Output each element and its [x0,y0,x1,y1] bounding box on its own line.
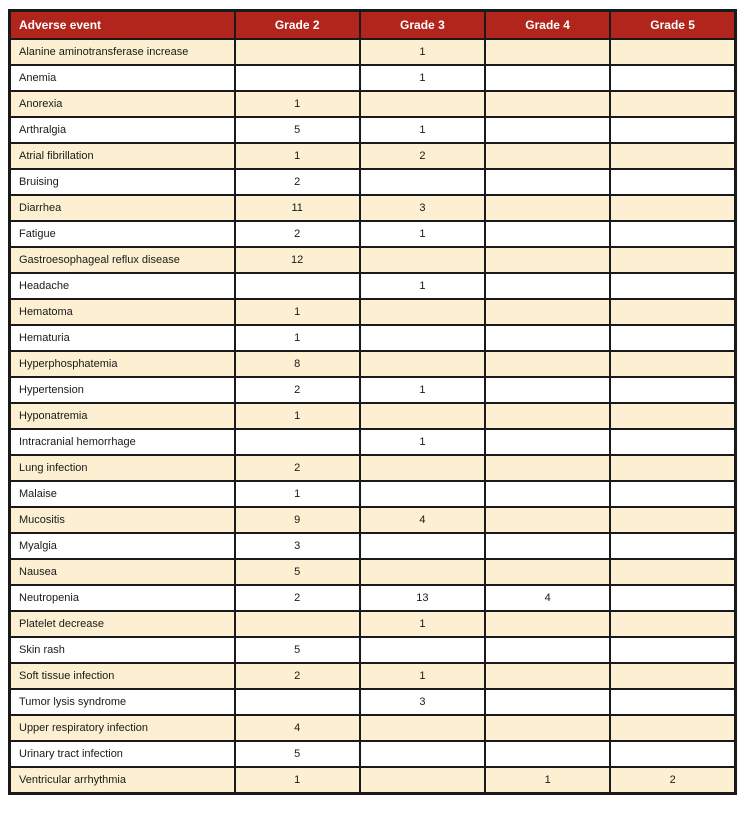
adverse-event-cell: Neutropenia [10,585,235,611]
table-row [10,65,736,91]
grade-2-cell: 1 [235,143,360,169]
table-row [10,429,736,455]
grade-4-cell [485,351,610,377]
grade-2-cell: 2 [235,377,360,403]
grade-3-cell: 3 [360,195,485,221]
grade-4-cell [485,221,610,247]
grade-4-cell: 4 [485,585,610,611]
grade-2-cell: 5 [235,637,360,663]
grade-2-cell: 1 [235,403,360,429]
grade-5-cell [610,377,735,403]
table-row [10,585,736,611]
grade-2-cell: 3 [235,533,360,559]
table-row [10,117,736,143]
table-row [10,273,736,299]
grade-2-cell: 5 [235,741,360,767]
grade-2-cell: 9 [235,507,360,533]
grade-2-cell: 11 [235,195,360,221]
grade-5-cell [610,455,735,481]
grade-3-cell: 1 [360,65,485,91]
grade-4-cell [485,455,610,481]
grade-3-cell [360,169,485,195]
table-row [10,247,736,273]
table-row [10,533,736,559]
grade-2-cell: 2 [235,221,360,247]
adverse-event-cell: Hyponatremia [10,403,235,429]
table-row [10,715,736,741]
grade-2-cell [235,39,360,65]
grade-5-cell [610,741,735,767]
grade-2-cell: 1 [235,481,360,507]
table-row [10,195,736,221]
grade-3-cell [360,325,485,351]
grade-4-cell [485,507,610,533]
grade-4-cell [485,299,610,325]
grade-3-cell [360,247,485,273]
table-row [10,39,736,65]
grade-5-cell [610,585,735,611]
grade-2-cell: 2 [235,663,360,689]
table-row [10,91,736,117]
grade-3-cell: 4 [360,507,485,533]
table-row [10,143,736,169]
grade-5-cell [610,39,735,65]
column-header-grade-3: Grade 3 [360,11,485,40]
grade-3-cell [360,533,485,559]
grade-2-cell: 1 [235,91,360,117]
grade-5-cell [610,299,735,325]
grade-5-cell [610,273,735,299]
grade-5-cell [610,325,735,351]
grade-5-cell [610,611,735,637]
grade-4-cell [485,169,610,195]
grade-5-cell [610,247,735,273]
adverse-event-cell: Intracranial hemorrhage [10,429,235,455]
table-row [10,169,736,195]
grade-2-cell [235,611,360,637]
grade-4-cell [485,403,610,429]
adverse-event-cell: Hematoma [10,299,235,325]
grade-5-cell [610,559,735,585]
grade-3-cell: 1 [360,663,485,689]
table-row [10,559,736,585]
grade-2-cell: 1 [235,299,360,325]
table-row [10,299,736,325]
table-row [10,663,736,689]
grade-5-cell [610,715,735,741]
table-row [10,455,736,481]
header-row [10,11,736,40]
grade-3-cell [360,299,485,325]
grade-4-cell [485,481,610,507]
table-row [10,689,736,715]
grade-4-cell [485,325,610,351]
adverse-event-cell: Lung infection [10,455,235,481]
grade-5-cell [610,507,735,533]
grade-4-cell [485,637,610,663]
adverse-event-cell: Atrial fibrillation [10,143,235,169]
table-row [10,767,736,794]
grade-5-cell [610,403,735,429]
grade-3-cell [360,559,485,585]
grade-3-cell: 1 [360,221,485,247]
column-header-grade-5: Grade 5 [610,11,735,40]
adverse-event-cell: Anemia [10,65,235,91]
grade-3-cell: 13 [360,585,485,611]
grade-2-cell: 1 [235,767,360,794]
grade-4-cell [485,65,610,91]
grade-3-cell [360,741,485,767]
grade-4-cell [485,377,610,403]
grade-2-cell [235,65,360,91]
table-row [10,741,736,767]
adverse-event-cell: Hematuria [10,325,235,351]
adverse-event-cell: Gastroesophageal reflux disease [10,247,235,273]
table-row [10,377,736,403]
grade-3-cell: 1 [360,117,485,143]
grade-4-cell [485,741,610,767]
grade-2-cell [235,689,360,715]
column-header-grade-2: Grade 2 [235,11,360,40]
table-body [10,39,736,794]
grade-2-cell: 4 [235,715,360,741]
grade-5-cell [610,117,735,143]
adverse-event-cell: Skin rash [10,637,235,663]
column-header-adverse-event: Adverse event [10,11,235,40]
adverse-event-cell: Tumor lysis syndrome [10,689,235,715]
table-row [10,351,736,377]
grade-2-cell: 5 [235,117,360,143]
adverse-events-table [8,9,737,795]
adverse-event-cell: Alanine aminotransferase increase [10,39,235,65]
grade-3-cell: 3 [360,689,485,715]
grade-4-cell [485,273,610,299]
grade-2-cell [235,273,360,299]
table-row [10,221,736,247]
grade-3-cell [360,715,485,741]
grade-4-cell [485,715,610,741]
adverse-event-cell: Myalgia [10,533,235,559]
grade-2-cell [235,429,360,455]
grade-4-cell [485,429,610,455]
grade-3-cell [360,455,485,481]
adverse-event-cell: Bruising [10,169,235,195]
adverse-event-cell: Ventricular arrhythmia [10,767,235,794]
adverse-event-cell: Platelet decrease [10,611,235,637]
grade-4-cell [485,689,610,715]
grade-3-cell: 2 [360,143,485,169]
grade-3-cell [360,403,485,429]
grade-5-cell [610,533,735,559]
grade-4-cell [485,117,610,143]
adverse-event-cell: Diarrhea [10,195,235,221]
table-row [10,507,736,533]
grade-5-cell [610,481,735,507]
adverse-event-cell: Malaise [10,481,235,507]
grade-5-cell [610,143,735,169]
grade-2-cell: 12 [235,247,360,273]
column-header-grade-4: Grade 4 [485,11,610,40]
table-row [10,481,736,507]
grade-4-cell [485,247,610,273]
grade-3-cell: 1 [360,429,485,455]
grade-5-cell [610,65,735,91]
grade-2-cell: 2 [235,455,360,481]
grade-3-cell [360,481,485,507]
grade-4-cell [485,195,610,221]
grade-4-cell [485,143,610,169]
grade-5-cell [610,221,735,247]
table-row [10,403,736,429]
grade-5-cell: 2 [610,767,735,794]
grade-5-cell [610,637,735,663]
adverse-event-cell: Urinary tract infection [10,741,235,767]
adverse-event-cell: Mucositis [10,507,235,533]
table-row [10,325,736,351]
grade-2-cell: 2 [235,585,360,611]
grade-4-cell: 1 [485,767,610,794]
grade-3-cell [360,351,485,377]
grade-5-cell [610,689,735,715]
grade-3-cell [360,767,485,794]
adverse-event-cell: Fatigue [10,221,235,247]
adverse-event-cell: Arthralgia [10,117,235,143]
grade-4-cell [485,663,610,689]
adverse-event-cell: Soft tissue infection [10,663,235,689]
grade-5-cell [610,169,735,195]
grade-5-cell [610,663,735,689]
adverse-event-cell: Headache [10,273,235,299]
adverse-event-cell: Hypertension [10,377,235,403]
grade-3-cell [360,91,485,117]
grade-3-cell: 1 [360,273,485,299]
grade-4-cell [485,39,610,65]
grade-5-cell [610,195,735,221]
grade-2-cell: 5 [235,559,360,585]
grade-4-cell [485,559,610,585]
table-row [10,637,736,663]
grade-2-cell: 2 [235,169,360,195]
grade-3-cell: 1 [360,611,485,637]
grade-4-cell [485,533,610,559]
grade-4-cell [485,91,610,117]
grade-3-cell: 1 [360,39,485,65]
adverse-event-cell: Anorexia [10,91,235,117]
grade-3-cell [360,637,485,663]
grade-2-cell: 1 [235,325,360,351]
grade-3-cell: 1 [360,377,485,403]
adverse-event-cell: Nausea [10,559,235,585]
grade-5-cell [610,91,735,117]
grade-5-cell [610,351,735,377]
grade-5-cell [610,429,735,455]
grade-4-cell [485,611,610,637]
adverse-event-cell: Hyperphosphatemia [10,351,235,377]
adverse-event-cell: Upper respiratory infection [10,715,235,741]
grade-2-cell: 8 [235,351,360,377]
table-row [10,611,736,637]
